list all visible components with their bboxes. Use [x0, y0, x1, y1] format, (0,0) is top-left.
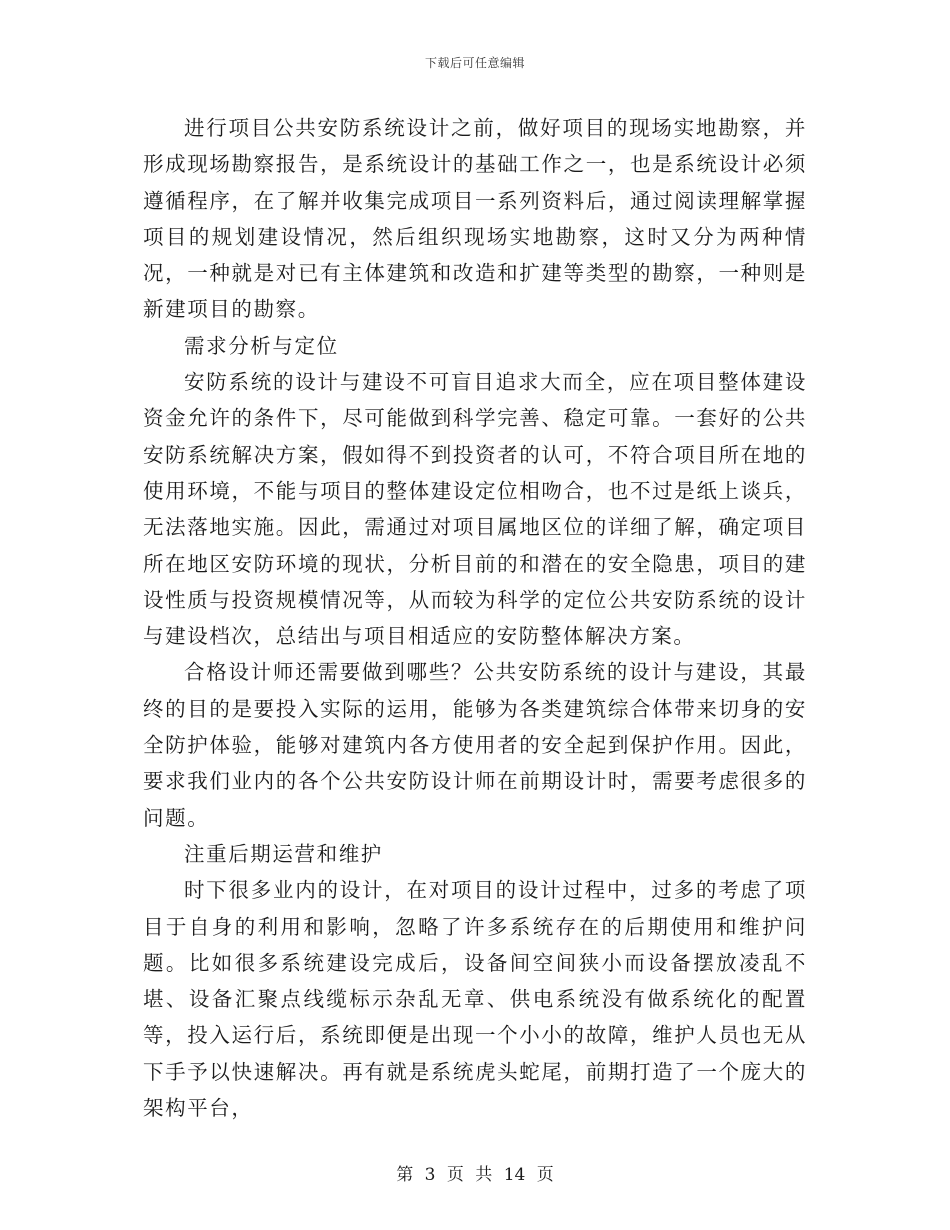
- paragraph-designer-qualifications: 合格设计师还需要做到哪些？公共安防系统的设计与建设，其最终的目的是要投入实际的运用，能够为各类建筑综合体带来切身的安全防护体验，能够对建筑内各方使用者的安全起到保护作用。因此，要求我们业内的各个公共安防设计师在前期设计时，需要考虑很多的问题。: [143, 660, 807, 830]
- page-number: 第 3 页 共 14 页: [396, 1165, 554, 1185]
- paragraph-site-survey: 进行项目公共安防系统设计之前，做好项目的现场实地勘察，并形成现场勘察报告，是系统设计的基础工作之一，也是系统设计必须遵循程序，在了解并收集完成项目一系列资料后，通过阅读理解掌握项目的规划建设情况，然后组织现场实地勘察，这时又分为两种情况，一种就是对已有主体建筑和改造和扩建等类型的勘察，一种则是新建项目的勘察。: [143, 116, 807, 322]
- paragraph-requirements: 安防系统的设计与建设不可盲目追求大而全，应在项目整体建设资金允许的条件下，尽可能做到科学完善、稳定可靠。一套好的公共安防系统解决方案，假如得不到投资者的认可，不符合项目所在地的使用环境，不能与项目的整体建设定位相吻合，也不过是纸上谈兵，无法落地实施。因此，需通过对项目属地区位的详细了解，确定项目所在地区安防环境的现状，分析目前的和潜在的安全隐患，项目的建设性质与投资规模情况等，从而较为科学的定位公共安防系统的设计与建设档次，总结出与项目相适应的安防整体解决方案。: [143, 370, 807, 649]
- document-body: [143, 110, 807, 1126]
- paragraph-maintenance: 时下很多业内的设计，在对项目的设计过程中，过多的考虑了项目于自身的利用和影响，忽略了许多系统存在的后期使用和维护问题。比如很多系统建设完成后，设备间空间狭小而设备摆放凌乱不堪、设备汇聚点线缆标示杂乱无章、供电系统没有做系统化的配置等，投入运行后，系统即便是出现一个小小的故障，维护人员也无从下手予以快速解决。再有就是系统虎头蛇尾，前期打造了一个庞大的架构平台，: [143, 878, 807, 1121]
- section-heading-requirements: 需求分析与定位: [184, 333, 339, 358]
- page-header-note: 下载后可任意编辑: [424, 56, 525, 70]
- section-heading-maintenance: 注重后期运营和维护: [184, 841, 383, 866]
